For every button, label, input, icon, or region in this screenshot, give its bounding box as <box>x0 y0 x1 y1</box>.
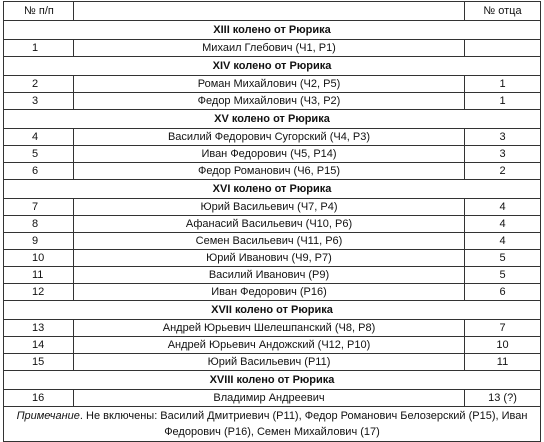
row-father-number: 5 <box>465 250 541 267</box>
row-person-name: Василий Федорович Сугорский (Ч4, Р3) <box>74 129 465 146</box>
row-person-name: Владимир Андреевич <box>74 390 465 407</box>
note-row <box>4 407 541 442</box>
row-father-number: 4 <box>465 233 541 250</box>
row-person-name: Михаил Глебович (Ч1, Р1) <box>74 40 465 57</box>
row-father-number: 3 <box>465 129 541 146</box>
row-father-number: 1 <box>465 76 541 93</box>
note-label: Примечание <box>16 410 80 422</box>
row-father-number: 11 <box>465 354 541 371</box>
row-number: 7 <box>4 199 74 216</box>
row-person-name: Семен Васильевич (Ч11, Р6) <box>74 233 465 250</box>
row-father-number: 13 (?) <box>465 390 541 407</box>
header-name <box>74 2 465 21</box>
row-person-name: Андрей Юрьевич Андожский (Ч12, Р10) <box>74 337 465 354</box>
generation-header-row <box>4 301 541 320</box>
row-father-number: 6 <box>465 284 541 301</box>
table-row <box>4 337 541 354</box>
row-person-name: Василий Иванович (Р9) <box>74 267 465 284</box>
row-person-name: Андрей Юрьевич Шелешпанский (Ч8, Р8) <box>74 320 465 337</box>
note-text: . Не включены: Василий Дмитриевич (Р11), Федор Романович Белозерский (Р15), Иван Федорович (Р16), Семен Михайлович (17) <box>79 410 528 438</box>
row-father-number <box>465 40 541 57</box>
table-row <box>4 267 541 284</box>
table-row <box>4 199 541 216</box>
row-person-name: Афанасий Васильевич (Ч10, Р6) <box>74 216 465 233</box>
table-row <box>4 129 541 146</box>
header-father: № отца <box>465 2 541 21</box>
generation-header-row <box>4 371 541 390</box>
generation-header-row <box>4 21 541 40</box>
generation-header-row <box>4 110 541 129</box>
row-number: 12 <box>4 284 74 301</box>
table-row <box>4 284 541 301</box>
generation-title: XIII колено от Рюрика <box>4 21 541 40</box>
row-number: 11 <box>4 267 74 284</box>
note-cell <box>4 407 541 442</box>
table-row <box>4 250 541 267</box>
row-number: 3 <box>4 93 74 110</box>
row-person-name: Юрий Васильевич (Р11) <box>74 354 465 371</box>
row-number: 4 <box>4 129 74 146</box>
table-row <box>4 354 541 371</box>
row-number: 14 <box>4 337 74 354</box>
generation-title: XVIII колено от Рюрика <box>4 371 541 390</box>
table-row <box>4 320 541 337</box>
table-row <box>4 40 541 57</box>
table-row <box>4 93 541 110</box>
genealogy-table-body <box>4 2 541 442</box>
row-person-name: Иван Федорович (Р16) <box>74 284 465 301</box>
row-number: 8 <box>4 216 74 233</box>
generation-title: XVI колено от Рюрика <box>4 180 541 199</box>
table-header-row <box>4 2 541 21</box>
row-father-number: 5 <box>465 267 541 284</box>
row-father-number: 7 <box>465 320 541 337</box>
generation-title: XVII колено от Рюрика <box>4 301 541 320</box>
row-father-number: 10 <box>465 337 541 354</box>
row-number: 15 <box>4 354 74 371</box>
row-person-name: Юрий Васильевич (Ч7, Р4) <box>74 199 465 216</box>
row-father-number: 4 <box>465 216 541 233</box>
row-father-number: 2 <box>465 163 541 180</box>
row-number: 10 <box>4 250 74 267</box>
row-person-name: Федор Романович (Ч6, Р15) <box>74 163 465 180</box>
row-person-name: Иван Федорович (Ч5, Р14) <box>74 146 465 163</box>
generation-header-row <box>4 180 541 199</box>
row-number: 9 <box>4 233 74 250</box>
header-num: № п/п <box>4 2 74 21</box>
row-number: 2 <box>4 76 74 93</box>
row-father-number: 3 <box>465 146 541 163</box>
table-row <box>4 146 541 163</box>
generation-title: XV колено от Рюрика <box>4 110 541 129</box>
table-row <box>4 163 541 180</box>
genealogy-table <box>3 1 541 442</box>
generation-title: XIV колено от Рюрика <box>4 57 541 76</box>
row-father-number: 4 <box>465 199 541 216</box>
row-person-name: Роман Михайлович (Ч2, Р5) <box>74 76 465 93</box>
row-person-name: Федор Михайлович (Ч3, Р2) <box>74 93 465 110</box>
row-father-number: 1 <box>465 93 541 110</box>
table-row <box>4 390 541 407</box>
table-row <box>4 233 541 250</box>
genealogy-table-container <box>3 1 540 442</box>
row-number: 6 <box>4 163 74 180</box>
table-row <box>4 76 541 93</box>
generation-header-row <box>4 57 541 76</box>
row-number: 5 <box>4 146 74 163</box>
row-person-name: Юрий Иванович (Ч9, Р7) <box>74 250 465 267</box>
row-number: 13 <box>4 320 74 337</box>
table-row <box>4 216 541 233</box>
row-number: 16 <box>4 390 74 407</box>
row-number: 1 <box>4 40 74 57</box>
